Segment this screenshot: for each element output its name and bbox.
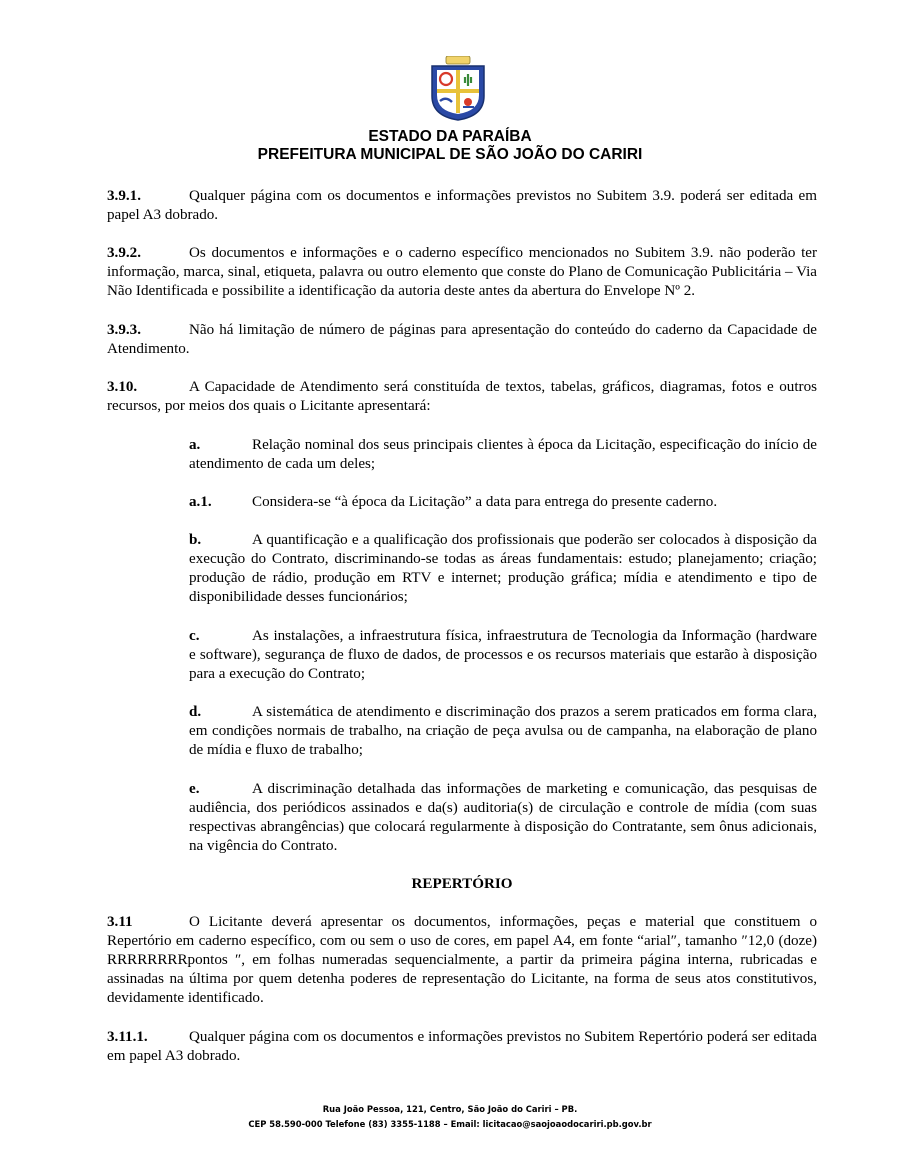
paragraph-number: 3.9.2. [107, 245, 141, 262]
item-text: A sistemática de atendimento e discriminação dos prazos a serem praticados em forma clara, em condições normais de trabalho, na criação de peça avulsa ou de campanha, na elaboração de plano de mídia e fluxo de trabalho; [189, 704, 817, 759]
header-municipality: PREFEITURA MUNICIPAL DE SÃO JOÃO DO CARIRI [257, 146, 643, 163]
list-item-a [189, 436, 817, 474]
footer-contact: CEP 58.590-000 Telefone (83) 3355-1188 – Email: licitacao@saojoaodocariri.pb.gov.br [248, 1119, 652, 1129]
item-text: As instalações, a infraestrutura física, infraestrutura de Tecnologia da Informação (hardware e software), segurança de fluxo de dados, de processos e os recursos materiais que estarão à disposição para a execução do Contrato; [189, 627, 817, 682]
paragraph-number: 3.9.1. [107, 188, 141, 204]
item-letter: a.1. [189, 493, 212, 510]
list-item-a1 [189, 493, 817, 512]
paragraph-3-11 [107, 913, 817, 1008]
item-text: A quantificação e a qualificação dos profissionais que poderão ser colocados à disposição da execução do Contrato, discriminando-se todas as áreas fundamentais: estudo; planejamento; criação; produção de rádio, produção em RTV e internet; produção gráfica; mídia e atendimento e tipo de disponibilidade desses funcionários; [189, 532, 817, 606]
list-item-e [189, 780, 817, 856]
item-letter: b. [189, 532, 202, 549]
paragraph-number: 3.10. [107, 379, 138, 396]
paragraph-3-10 [107, 378, 817, 416]
paragraph-3-11-1 [107, 1028, 817, 1066]
paragraph-number: 3.9.3. [107, 321, 141, 338]
header-state: ESTADO DA PARAÍBA [368, 128, 532, 145]
paragraph-number: 3.11 [107, 914, 133, 931]
paragraph-text: A Capacidade de Atendimento será constituída de textos, tabelas, gráficos, diagramas, fotos e outros recursos, por meios dos quais o Licitante apresentará: [107, 379, 817, 415]
item-text: Considera-se “à época da Licitação” a data para entrega do presente caderno. [252, 493, 718, 510]
item-text: A discriminação detalhada das informações de marketing e comunicação, das pesquisas de audiência, dos periódicos assinados e da(s) auditoria(s) de circulação e controle de mídia (com suas respectivas abrangências) que colocará regularmente à disposição do Contratante, sem ônus adicionais, na vigência do Contrato. [189, 780, 817, 854]
item-letter: e. [189, 780, 200, 797]
paragraph-text: Não há limitação de número de páginas para apresentação do conteúdo do caderno da Capacidade de Atendimento. [107, 321, 817, 357]
item-letter: d. [189, 704, 202, 721]
list-item-d [189, 703, 817, 760]
item-text: Relação nominal dos seus principais clientes à época da Licitação, especificação do início de atendimento de cada um deles; [189, 436, 817, 472]
section-title: REPERTÓRIO [411, 875, 513, 892]
item-letter: a. [189, 436, 201, 453]
footer-address: Rua João Pessoa, 121, Centro, São João do Cariri – PB. [322, 1104, 578, 1114]
paragraph-text: Qualquer página com os documentos e informações previstos no Subitem 3.9. poderá ser editada em papel A3 dobrado. [107, 188, 817, 223]
municipal-coat-of-arms [428, 56, 488, 122]
paragraph-text: Qualquer página com os documentos e informações previstos no Subitem Repertório poderá ser editada em papel A3 dobrado. [107, 1028, 817, 1064]
paragraph-3-9-1 [107, 187, 817, 225]
document-body [107, 187, 817, 1085]
paragraph-3-9-3 [107, 321, 817, 359]
paragraph-number: 3.11.1. [107, 1028, 148, 1045]
paragraph-text: O Licitante deverá apresentar os documentos, informações, peças e material que constituem o Repertório em caderno específico, com ou sem o uso de cores, em papel A4, em fonte “arial″, tamanho ″12,0 (doze) RRRRRRRRpontos ″, em folhas numeradas sequencialmente, a partir da primeira página interna, rubricadas e assinadas na última por quem detenha poderes de representação do Licitante, na forma de seus atos constitutivos, devidamente identificado. [107, 914, 817, 1007]
paragraph-text: Os documentos e informações e o caderno específico mencionados no Subitem 3.9. não poderão ter informação, marca, sinal, etiqueta, palavra ou outro elemento que conste do Plano de Comunicação Publicitária – Via Não Identificada e possibilite a identificação da autoria deste antes da abertura do Envelope Nº 2. [107, 245, 817, 300]
list-item-b [189, 531, 817, 607]
item-letter: c. [189, 627, 200, 644]
paragraph-3-9-2 [107, 244, 817, 301]
list-item-c [189, 627, 817, 684]
